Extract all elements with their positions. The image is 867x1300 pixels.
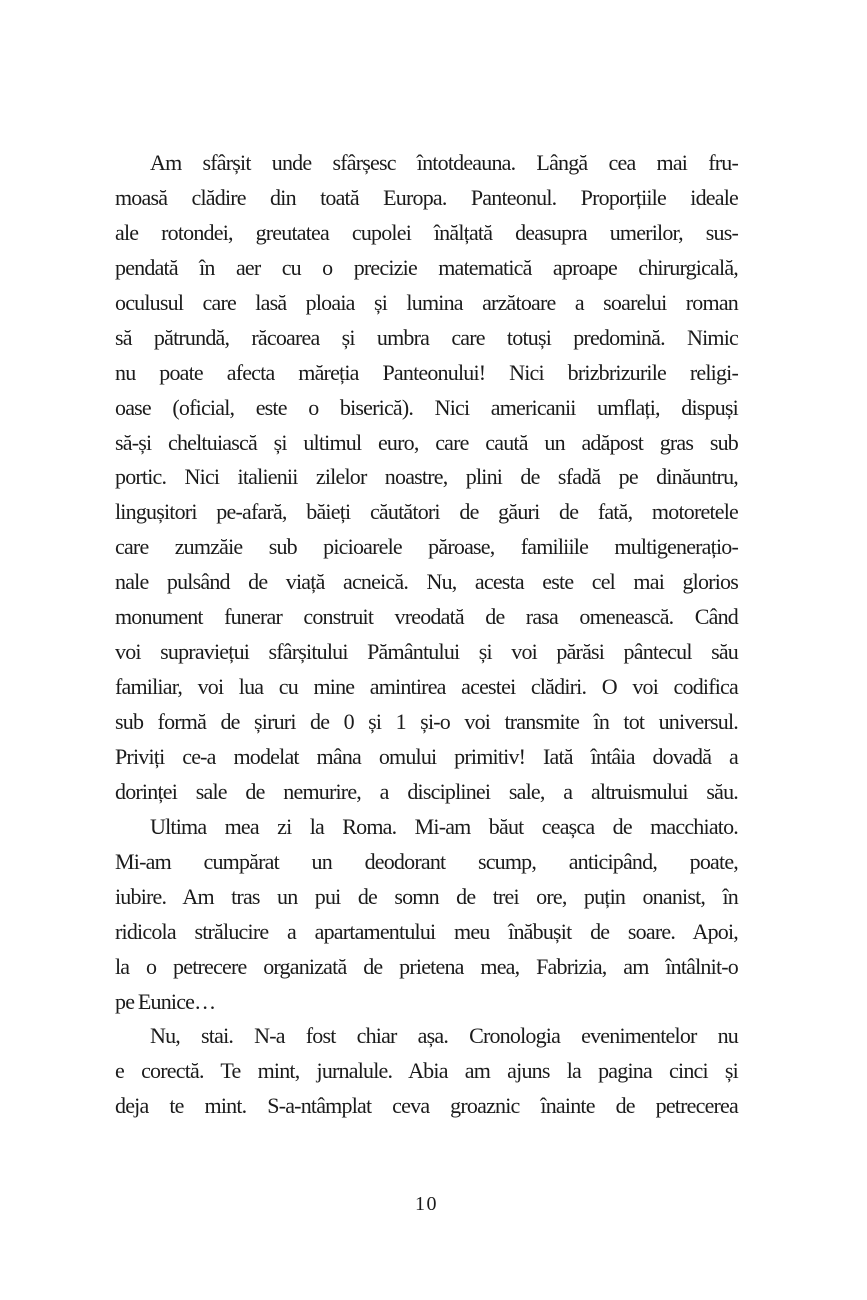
text-line: nu poate afecta măreția Panteonului! Nici brizbrizurile religi- bbox=[115, 359, 738, 385]
text-line: nale pulsând de viață acneică. Nu, acesta este cel mai glorios bbox=[115, 569, 738, 595]
text-line: e corectă. Te mint, jurnalule. Abia am ajuns la pagina cinci și bbox=[115, 1058, 738, 1084]
text-line: lingușitori pe-afară, băieți căutători de găuri de fată, motoretele bbox=[115, 499, 738, 525]
page-text bbox=[115, 146, 738, 1124]
text-line: să-și cheltuiască și ultimul euro, care caută un adăpost gras sub bbox=[115, 429, 738, 455]
text-line: care zumzăie sub picioarele păroase, familiile multigenerațio- bbox=[115, 534, 738, 560]
text-line: pe Eunice… bbox=[115, 988, 216, 1014]
text-line: familiar, voi lua cu mine amintirea acestei clădiri. O voi codifica bbox=[115, 674, 738, 700]
page-number: 10 bbox=[415, 1193, 438, 1215]
text-line: ale rotondei, greutatea cupolei înălțată deasupra umerilor, sus- bbox=[115, 219, 738, 245]
text-line: sub formă de șiruri de 0 și 1 și-o voi transmite în tot universul. bbox=[115, 709, 738, 734]
text-line: moasă clădire din toată Europa. Panteonul. Proporțiile ideale bbox=[115, 184, 738, 210]
text-line: iubire. Am tras un pui de somn de trei ore, puțin onanist, în bbox=[115, 883, 738, 909]
text-line: Priviți ce-a modelat mâna omului primitiv! Iată întâia dovadă a bbox=[115, 743, 738, 769]
text-line: monument funerar construit vreodată de rasa omenească. Când bbox=[115, 604, 738, 630]
text-line: portic. Nici italienii zilelor noastre, plini de sfadă pe dinăuntru, bbox=[115, 464, 738, 490]
text-line: deja te mint. S-a-ntâmplat ceva groaznic înainte de petrecerea bbox=[115, 1093, 738, 1119]
text-line: să pătrundă, răcoarea și umbra care totuși predomină. Nimic bbox=[115, 324, 738, 350]
text-line: Mi-am cumpărat un deodorant scump, anticipând, poate, bbox=[115, 848, 738, 874]
text-line: pendată în aer cu o precizie matematică aproape chirurgicală, bbox=[115, 254, 738, 280]
text-line: Ultima mea zi la Roma. Mi-am băut ceașca de macchiato. bbox=[150, 813, 738, 839]
text-line: oase (oficial, este o biserică). Nici americanii umflați, dispuși bbox=[115, 394, 738, 420]
text-line: voi supraviețui sfârșitului Pământului și voi părăsi pântecul său bbox=[115, 639, 738, 665]
text-line: ridicola strălucire a apartamentului meu înăbușit de soare. Apoi, bbox=[115, 918, 738, 944]
text-line: Nu, stai. N-a fost chiar așa. Cronologia evenimentelor nu bbox=[150, 1023, 738, 1049]
text-line: dorinței sale de nemurire, a disciplinei sale, a altruismului său. bbox=[115, 778, 738, 804]
text-line: la o petrecere organizată de prietena mea, Fabrizia, am întâlnit-o bbox=[115, 953, 738, 979]
text-line: oculusul care lasă ploaia și lumina arzătoare a soarelui roman bbox=[115, 289, 738, 315]
text-line: Am sfârșit unde sfârșesc întotdeauna. Lângă cea mai fru- bbox=[150, 150, 738, 175]
